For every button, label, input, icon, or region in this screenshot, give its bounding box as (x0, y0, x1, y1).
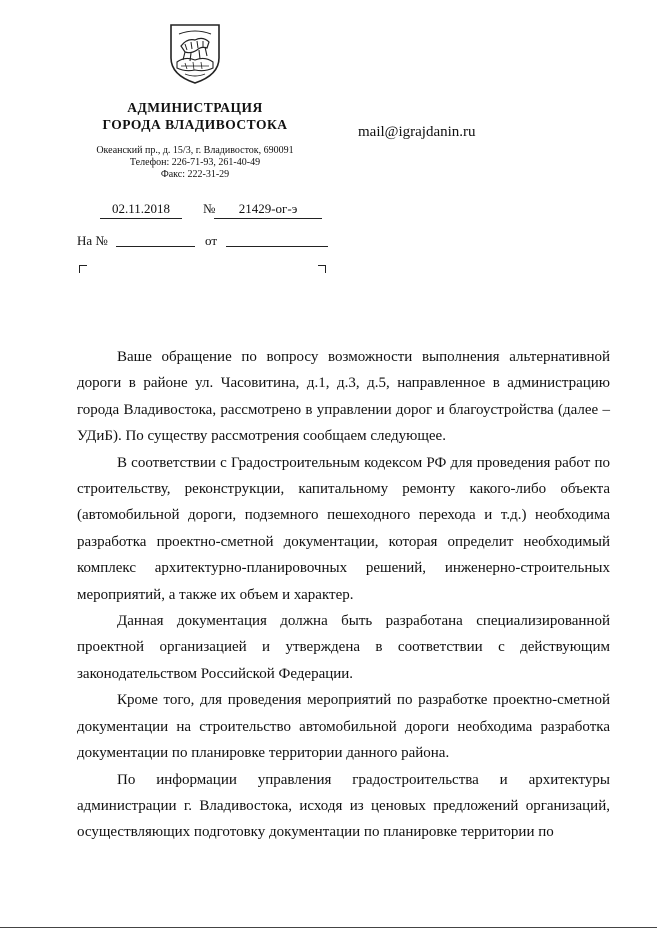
body-paragraph: Данная документация должна быть разработана специализированной проектной организацией и утверждена в соответствии с действующим законодательством Российской Федерации. (77, 613, 610, 682)
reference-number-blank (116, 246, 195, 247)
body-paragraph: Кроме того, для проведения мероприятий по разработке проектно-сметной документации на строительство автомобильной дороги необходима разработка документации по планировке территории данного района. (77, 692, 610, 762)
organization-name: АДМИНИСТРАЦИЯ (127, 100, 263, 115)
recipient-email: mail@igrajdanin.ru (358, 124, 476, 140)
reference-date-blank (226, 246, 328, 247)
reference-date-label: от (205, 233, 218, 248)
address-block-corner-left (79, 265, 87, 273)
organization-fax: Факс: 222-31-29 (160, 169, 230, 180)
organization-phone: Телефон: 226-71-93, 261-40-49 (129, 157, 261, 168)
letter-body (77, 344, 610, 846)
body-paragraph: По информации управления градостроительства и архитектуры администрации г. Владивостока, исходя из ценовых предложений организаций, осуществляющих подготовку документации по планировке территории по (77, 771, 610, 841)
registration-number-label: № (203, 201, 216, 216)
organization-city: ГОРОДА ВЛАДИВОСТОКА (102, 117, 288, 132)
registration-number: 21429-ог-э (214, 201, 322, 219)
body-paragraph: В соответствии с Градостроительным кодексом РФ для проведения работ по строительству, реконструкции, капитальному ремонту какого-либо объекта (автомобильной дороги, подземного пешеходного перехода и т.д.) необходима разработка проектно-сметной документации, которая определит необходимый комплекс архитектурно-планировочных решений, инженерно-строительных мероприятий, а также их объем и характер. (77, 454, 610, 603)
reference-number-label: На № (77, 233, 108, 248)
organization-address: Океанский пр., д. 15/3, г. Владивосток, 690091 (96, 145, 294, 156)
registration-date: 02.11.2018 (100, 201, 182, 219)
address-block-corner-right (318, 265, 326, 273)
body-paragraph: Ваше обращение по вопросу возможности выполнения альтернативной дороги в районе ул. Часовитина, д.1, д.3, д.5, направленное в администрацию города Владивостока, рассмотрено в управлении дорог и благоустройства (далее – УДиБ). По существу рассмотрения сообщаем следующее. (77, 349, 610, 445)
city-coat-of-arms-icon (167, 22, 223, 84)
page-bottom-divider (0, 927, 657, 928)
